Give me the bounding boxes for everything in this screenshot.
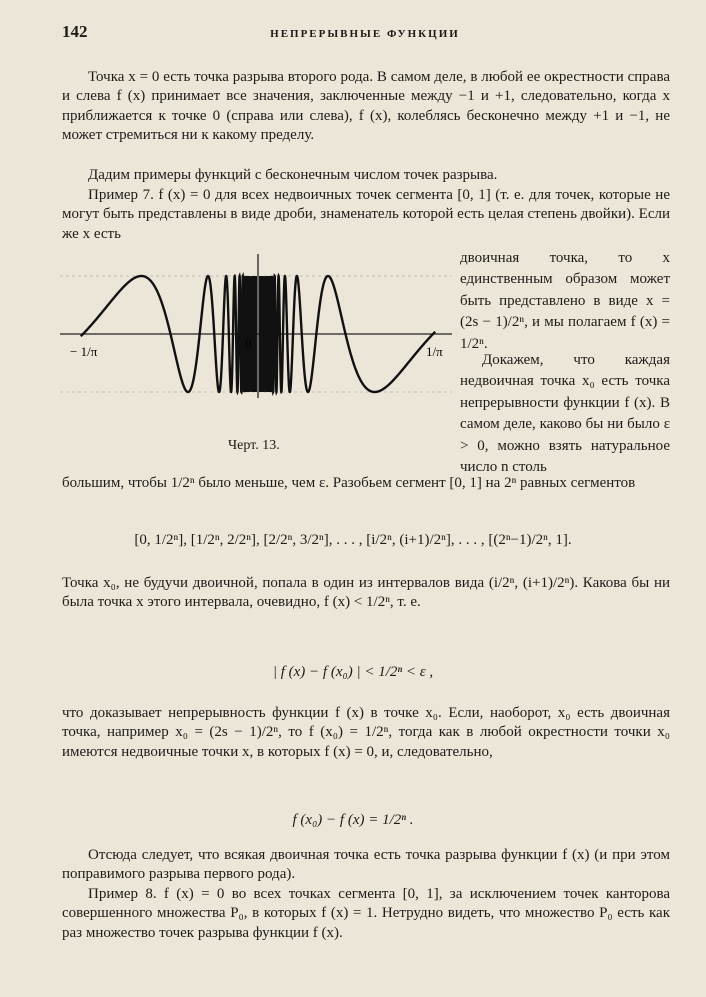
page-number: 142 (62, 22, 88, 41)
side-text-definition: двоичная точка, то x единственным образом может быть представлено в виде x = (2s − 1)/2ⁿ, и мы полагаем f (x) = 1/2ⁿ. (460, 250, 670, 352)
side-text-proof: Докажем, что каждая недвоичная точка x₀ есть точка непрерывности функции f (x). В самом деле, каково бы ни было ε > 0, можно взять натуральное число n столь (460, 352, 670, 476)
paragraph-interval: Точка x₀, не будучи двоичной, попала в один из интервалов вида (i/2ⁿ, (i+1)/2ⁿ). Какова бы ни была точка x этого интервала, очевидно, f (x) < 1/2ⁿ, т. е. (62, 575, 670, 611)
function-graph (60, 250, 452, 398)
difference-formula: f (x₀) − f (x) = 1/2ⁿ . (292, 812, 414, 828)
paragraph-partition: большим, чтобы 1/2ⁿ было меньше, чем ε. Разобьем сегмент [0, 1] на 2ⁿ равных сегментов (62, 475, 636, 491)
page-header (62, 18, 668, 46)
paragraph-example-8: Пример 8. f (x) = 0 во всех точках сегмента [0, 1], за исключением точек канторова совершенного множества P₀, в которых f (x) = 1. Нетрудно видеть, что множество P₀ есть как раз множество точек разрыва функции f (x). (62, 886, 670, 941)
paragraph-examples-intro: Дадим примеры функций с бесконечным числом точек разрыва. (88, 167, 498, 183)
label-right: 1/π (426, 344, 443, 359)
label-left: − 1/π (70, 344, 98, 359)
paragraph-example-7: Пример 7. f (x) = 0 для всех недвоичных точек сегмента [0, 1] (т. е. для точек, которые не могут быть представлены в виде дроби, знаменатель которой есть целая степень двойки). Если же x есть (62, 187, 670, 242)
paragraph-conclusion: Отсюда следует, что всякая двоичная точка есть точка разрыва функции f (x) (и при этом поправимого разрыва первого рода). (62, 847, 670, 883)
paragraph-binary-point: что доказывает непрерывность функции f (x) в точке x₀. Если, наоборот, x₀ есть двоичная точка, например x₀ = (2s − 1)/2ⁿ, то f (x₀) = 1/2ⁿ, тогда как в любой окрестности точки x₀ имеются недвоичные точки x, в которых f (x) = 0, и, следовательно, (62, 705, 670, 760)
paragraph-discontinuity: Точка x = 0 есть точка разрыва второго рода. В самом деле, в любой ее окрестности справа и слева f (x) принимает все значения, заключенные между −1 и +1, следовательно, когда x приближается к точке 0 (справа или слева), f (x), колеблясь бесконечно между +1 и −1, не может стремиться ни к какому пределу. (62, 69, 670, 144)
label-origin: 0 (245, 336, 252, 351)
figure-caption: Черт. 13. (228, 438, 280, 453)
intervals-formula: [0, 1/2ⁿ], [1/2ⁿ, 2/2ⁿ], [2/2ⁿ, 3/2ⁿ], . . . , [i/2ⁿ, (i+1)/2ⁿ], . . . , [(2ⁿ−1)/2ⁿ, 1]. (134, 532, 572, 548)
running-head: НЕПРЕРЫВНЫЕ ФУНКЦИИ (270, 28, 460, 40)
inequality-formula: | f (x) − f (x₀) | < 1/2ⁿ < ε , (272, 664, 434, 680)
